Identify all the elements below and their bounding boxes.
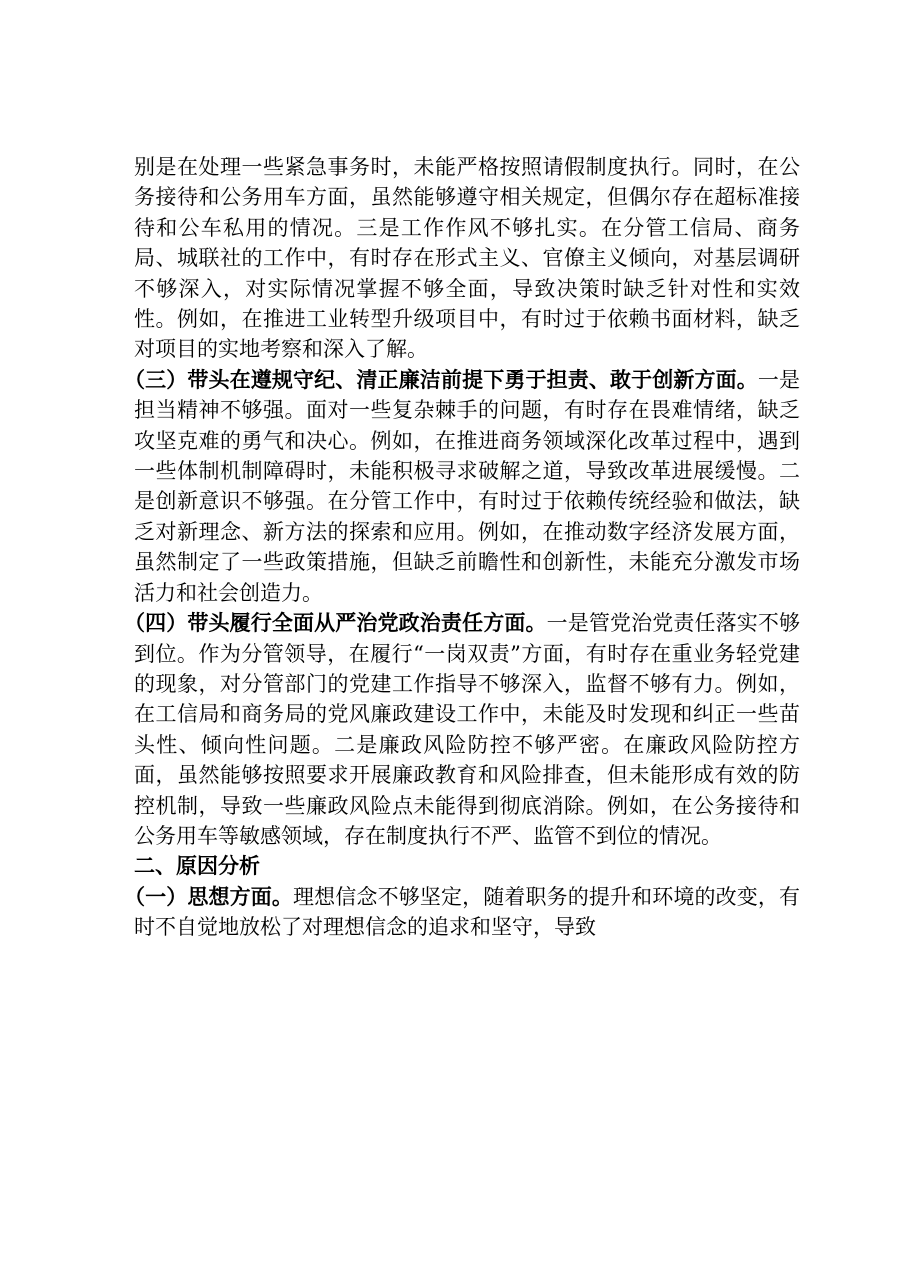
sub-1-heading: （一）思想方面。 xyxy=(124,883,294,909)
paragraph-section-4 xyxy=(124,608,801,851)
sub-1-body: 理想信念不够坚定，随着职务的提升和环境的改变，有时不自觉地放松了对理想信念的追求和坚守，导致 xyxy=(134,884,801,940)
document-body xyxy=(124,152,801,943)
section-3-body: 一是担当精神不够强。面对一些复杂棘手的问题，有时存在畏难情绪，缺乏攻坚克难的勇气和决心。例如，在推进商务领域深化改革过程中，遇到一些体制机制障碍时，未能积极寻求破解之道，导致改革进展缓慢。二是创新意识不够强。在分管工作中，有时过于依赖传统经验和做法，缺乏对新理念、新方法的探索和应用。例如，在推动数字经济发展方面，虽然制定了一些政策措施，但缺乏前瞻性和创新性，未能充分激发市场活力和社会创造力。 xyxy=(134,367,801,605)
paragraph-section-3 xyxy=(124,365,801,608)
heading-cause-analysis: 二、原因分析 xyxy=(134,854,260,879)
section-3-heading: （三）带头在遵规守纪、清正廉洁前提下勇于担责、敢于创新方面。 xyxy=(124,366,758,392)
section-4-body: 一是管党治党责任落实不够到位。作为分管领导，在履行“一岗双责”方面，有时存在重业务轻党建的现象，对分管部门的党建工作指导不够深入，监督不够有力。例如，在工信局和商务局的党风廉政建设工作中，未能及时发现和纠正一些苗头性、倾向性问题。二是廉政风险防控不够严密。在廉政风险防控方面，虽然能够按照要求开展廉政教育和风险排查，但未能形成有效的防控机制，导致一些廉政风险点未能得到彻底消除。例如，在公务接待和公务用车等敏感领域，存在制度执行不严、监管不到位的情况。 xyxy=(134,611,801,848)
paragraph-continuation: 别是在处理一些紧急事务时，未能严格按照请假制度执行。同时，在公务接待和公务用车方面，虽然能够遵守相关规定，但偶尔存在超标准接待和公车私用的情况。三是工作作风不够扎实。在分管工信局、商务局、城联社的工作中，有时存在形式主义、官僚主义倾向，对基层调研不够深入，对实际情况掌握不够全面，导致决策时缺乏针对性和实效性。例如，在推进工业转型升级项目中，有时过于依赖书面材料，缺乏对项目的实地考察和深入了解。 xyxy=(134,155,800,362)
section-4-heading: （四）带头履行全面从严治党政治责任方面。 xyxy=(124,610,547,636)
paragraph-sub-1 xyxy=(124,882,801,943)
